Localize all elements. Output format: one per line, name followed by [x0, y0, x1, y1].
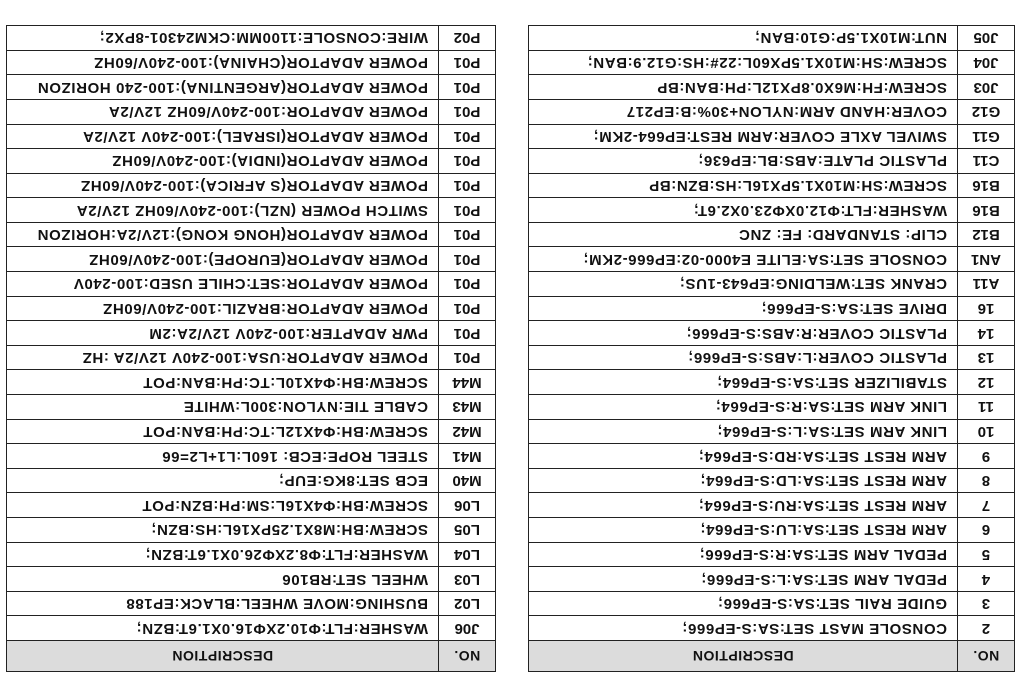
part-description: NUT:M10X1.5P:G10:BAN; — [529, 26, 958, 51]
table-row — [529, 395, 1015, 420]
table-row — [7, 321, 496, 346]
part-description: WASHER:FLT:Φ12.0XΦ23.0X2.6T; — [529, 198, 958, 223]
part-number: L03 — [439, 567, 496, 592]
table-row — [529, 124, 1015, 149]
part-description: SCREW:BH:Φ4X12L:TC:PH:BAN:POT — [7, 419, 439, 444]
table-row — [529, 50, 1015, 75]
part-number: 14 — [958, 321, 1015, 346]
part-number: L05 — [439, 518, 496, 543]
table-row — [7, 50, 496, 75]
part-description: POWER ADAPTOR(ISRAEL):100-240V 12V/2A — [7, 124, 439, 149]
header-no: NO. — [439, 641, 496, 672]
part-description: SCREW:BH:M8X1.25PX16L:HS:BZN; — [7, 518, 439, 543]
part-number: 8 — [958, 468, 1015, 493]
table-row — [7, 149, 496, 174]
part-number: M43 — [439, 395, 496, 420]
part-number: P01 — [439, 149, 496, 174]
part-description: COVER:HAND ARM:NYLON+30%:B:EP217 — [529, 99, 958, 124]
table-row — [529, 75, 1015, 100]
part-description: STEEL ROPE:ECB: 160L:L1+L2=66 — [7, 444, 439, 469]
part-description: ARM REST SET:SA:RU:S-EP664; — [529, 493, 958, 518]
part-description: ARM REST SET:SA:RD:S-EP664; — [529, 444, 958, 469]
part-number: G12 — [958, 99, 1015, 124]
part-number: P01 — [439, 272, 496, 297]
part-description: PLASTIC COVER:L:ABS:S-EP666; — [529, 345, 958, 370]
table-row — [7, 493, 496, 518]
part-description: SCREW:BH:Φ4X16L:SM:PH:BZN:POT — [7, 493, 439, 518]
table-row — [7, 173, 496, 198]
part-number: 10 — [958, 419, 1015, 444]
table-row — [7, 345, 496, 370]
part-number: J06 — [439, 616, 496, 641]
part-description: GUIDE RAIL SET:SA:S-EP666; — [529, 591, 958, 616]
table-row — [529, 296, 1015, 321]
part-number: P01 — [439, 296, 496, 321]
part-number: 5 — [958, 542, 1015, 567]
table-row — [529, 272, 1015, 297]
part-description: POWER ADAPTOR:100-240V/60HZ 12V/2A — [7, 99, 439, 124]
part-description: SCREW:BH:Φ4X10L:TC:PH:BAN:POT — [7, 370, 439, 395]
table-row — [7, 296, 496, 321]
part-number: G11 — [958, 124, 1015, 149]
table-row — [7, 567, 496, 592]
part-description: PLASTIC COVER:R:ABS:S-EP666; — [529, 321, 958, 346]
part-number: L02 — [439, 591, 496, 616]
part-number: B16 — [958, 173, 1015, 198]
part-description: POWER ADAPTOR:SET:CHILE USED:100-240V — [7, 272, 439, 297]
table-row — [529, 247, 1015, 272]
table-row — [7, 616, 496, 641]
header-description: DESCRIPTION — [7, 641, 439, 672]
part-number: M44 — [439, 370, 496, 395]
part-number: L06 — [439, 493, 496, 518]
table-row — [529, 591, 1015, 616]
part-number: L04 — [439, 542, 496, 567]
part-description: STABILIZER SET:SA:S-EP664; — [529, 370, 958, 395]
table-row — [529, 518, 1015, 543]
part-number: 13 — [958, 345, 1015, 370]
table-row — [7, 395, 496, 420]
table-row — [529, 419, 1015, 444]
part-description: POWER ADAPTOR:BRAZIL:100-240V/60HZ — [7, 296, 439, 321]
part-number: 12 — [958, 370, 1015, 395]
part-number: B12 — [958, 222, 1015, 247]
header-description: DESCRIPTION — [529, 641, 958, 672]
part-number: 9 — [958, 444, 1015, 469]
table-row — [529, 198, 1015, 223]
table-row — [529, 345, 1015, 370]
part-number: 11 — [958, 395, 1015, 420]
part-description: ARM REST SET:SA:LU:S-EP664; — [529, 518, 958, 543]
part-description: PEDAL ARM SET:SA:L:S-EP666; — [529, 567, 958, 592]
table-row — [7, 99, 496, 124]
table-row — [7, 272, 496, 297]
part-description: LINK ARM SET:SA:R:S-EP664; — [529, 395, 958, 420]
table-row — [529, 222, 1015, 247]
part-number: C11 — [958, 149, 1015, 174]
part-number: J03 — [958, 75, 1015, 100]
part-description: DRIVE SET:SA:S-EP666; — [529, 296, 958, 321]
table-row — [7, 419, 496, 444]
part-number: M40 — [439, 468, 496, 493]
part-number: P01 — [439, 321, 496, 346]
part-number: P01 — [439, 50, 496, 75]
table-row — [7, 518, 496, 543]
table-row — [529, 616, 1015, 641]
table-row — [7, 444, 496, 469]
part-description: CONSOLE MAST SET:SA:S-EP666; — [529, 616, 958, 641]
part-number: M42 — [439, 419, 496, 444]
part-description: WASHER:FLT:Φ10.2XΦ16.0X1.6T:BZN; — [7, 616, 439, 641]
parts-table-right — [6, 25, 496, 672]
part-number: 4 — [958, 567, 1015, 592]
part-description: SCREW:FH:M6X0.8PX12L:PH:BAN:BP — [529, 75, 958, 100]
table-row — [7, 198, 496, 223]
part-number: P01 — [439, 345, 496, 370]
table-row — [7, 370, 496, 395]
table-row — [529, 444, 1015, 469]
part-number: AN1 — [958, 247, 1015, 272]
part-description: CLIP: STANDARD: FE: ZNC — [529, 222, 958, 247]
part-description: LINK ARM SET:SA:L:S-EP664; — [529, 419, 958, 444]
part-description: WIRE:CONSOLE:1100MM:CKM24301-8PX2; — [7, 26, 439, 51]
table-row — [7, 26, 496, 51]
part-number: 3 — [958, 591, 1015, 616]
part-description: ECB SET:8KG:EUP; — [7, 468, 439, 493]
part-description: WHEEL SET:RB106 — [7, 567, 439, 592]
part-description: POWER ADAPTOR(S AFRICA):100-240V/60HZ — [7, 173, 439, 198]
header-row — [529, 641, 1015, 672]
table-row — [7, 75, 496, 100]
part-number: M41 — [439, 444, 496, 469]
part-number: 2 — [958, 616, 1015, 641]
part-number: P01 — [439, 99, 496, 124]
table-row — [529, 370, 1015, 395]
part-description: POWER ADAPTOR(ARGENTINA):100-240 HORIZON — [7, 75, 439, 100]
table-row — [7, 591, 496, 616]
part-description: SWIVEL AXLE COVER:ARM REST:EP664-2KM; — [529, 124, 958, 149]
table-row — [7, 222, 496, 247]
table-row — [529, 321, 1015, 346]
part-description: BUSHING:MOVE WHEEL:BLACK:EP188 — [7, 591, 439, 616]
table-row — [529, 149, 1015, 174]
part-description: PWR ADAPTER:100-240V 12V/2A:2M — [7, 321, 439, 346]
part-description: PLASTIC PLATE:ABS:BL:EP636; — [529, 149, 958, 174]
part-number: P01 — [439, 75, 496, 100]
part-number: P01 — [439, 173, 496, 198]
table-row — [7, 542, 496, 567]
parts-table-left — [528, 25, 1015, 672]
table-row — [7, 468, 496, 493]
part-number: P01 — [439, 222, 496, 247]
part-description: WASHER:FLT:Φ8.2XΦ26.0X1.6T:BZN; — [7, 542, 439, 567]
part-description: POWER ADAPTOR(EUROPE):100-240V/60HZ — [7, 247, 439, 272]
part-number: J05 — [958, 26, 1015, 51]
table-body — [7, 26, 496, 641]
part-description: CABLE TIE:NYLON:300L:WHITE — [7, 395, 439, 420]
part-description: CRANK SET:WELDING:EP643-1US; — [529, 272, 958, 297]
table-row — [7, 247, 496, 272]
table-row — [529, 567, 1015, 592]
part-number: 16 — [958, 296, 1015, 321]
header-no: NO. — [958, 641, 1015, 672]
part-description: POWER ADAPTOR(INDIA):100-240V/60HZ — [7, 149, 439, 174]
part-number: J04 — [958, 50, 1015, 75]
part-description: SCREW:SH:M10X1.5PX60L:22#:HS:G12.9:BAN; — [529, 50, 958, 75]
part-description: CONSOLE SET:SA:ELITE E4000-02:EP666-2KM; — [529, 247, 958, 272]
table-row — [529, 99, 1015, 124]
table-body — [529, 26, 1015, 641]
table-row — [529, 493, 1015, 518]
table-row — [529, 542, 1015, 567]
part-number: P02 — [439, 26, 496, 51]
table-row — [529, 173, 1015, 198]
part-description: PEDAL ARM SET:SA:R:S-EP666; — [529, 542, 958, 567]
part-number: B16 — [958, 198, 1015, 223]
part-number: A11 — [958, 272, 1015, 297]
part-number: 6 — [958, 518, 1015, 543]
part-number: P01 — [439, 247, 496, 272]
header-row — [7, 641, 496, 672]
table-row — [529, 468, 1015, 493]
part-description: ARM REST SET:SA:LD:S-EP664; — [529, 468, 958, 493]
table-row — [529, 26, 1015, 51]
part-number: P01 — [439, 124, 496, 149]
part-number: P01 — [439, 198, 496, 223]
part-description: POWER ADAPTOR(HONG KONG):12V/2A:HORIZON — [7, 222, 439, 247]
table-row — [7, 124, 496, 149]
part-description: POWER ADAPTOR(CHAINA):100-240V/60HZ — [7, 50, 439, 75]
part-description: SWITCH POWER (NZL):100-240V/60HZ 12V/2A — [7, 198, 439, 223]
part-description: SCREW:SH:M10X1.5PX16L:HS:BZN:BP — [529, 173, 958, 198]
part-number: 7 — [958, 493, 1015, 518]
part-description: POWER ADAPTOR:USA:100-240V 12V/2A :HZ — [7, 345, 439, 370]
